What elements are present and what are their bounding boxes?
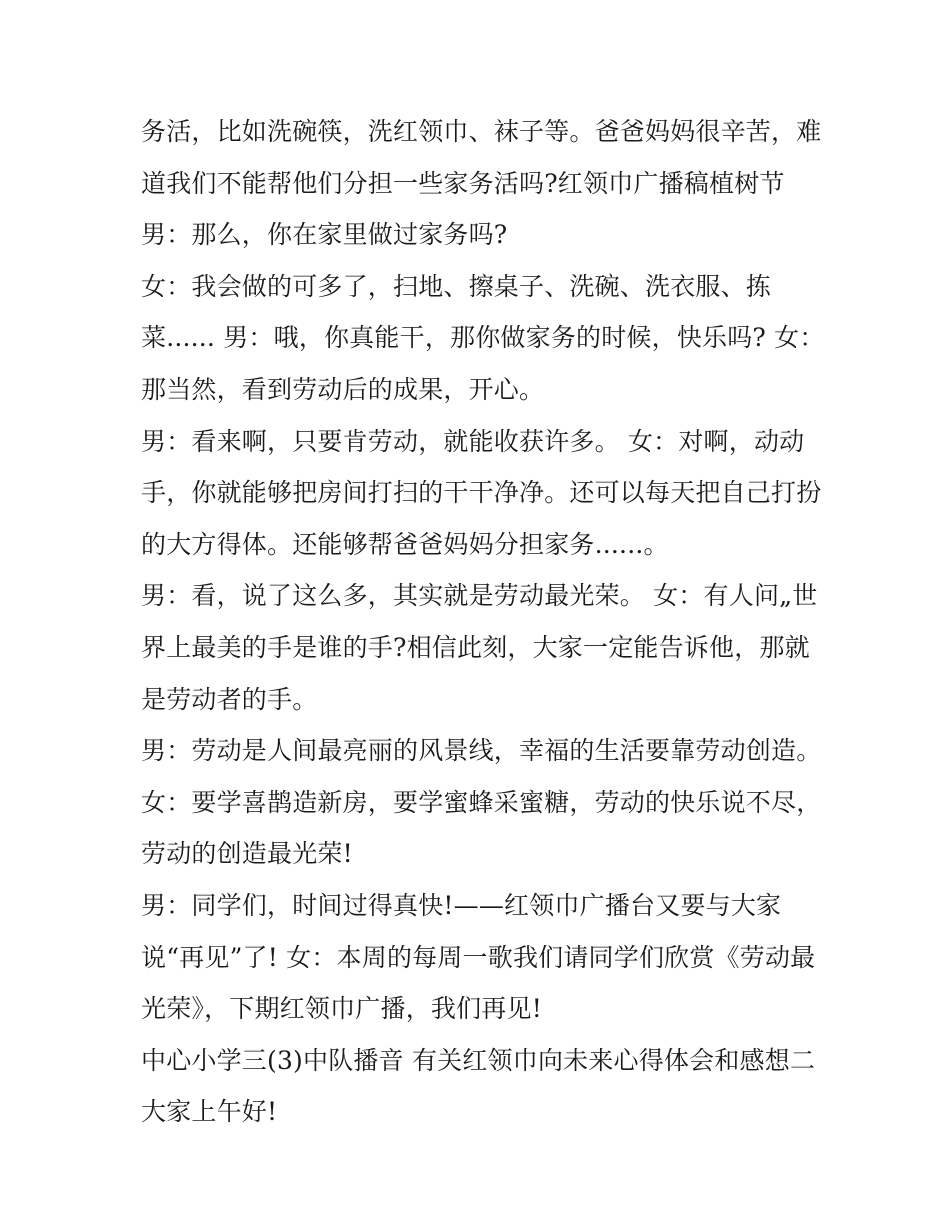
- text-line: 界上最美的手是谁的手?相信此刻，大家一定能告诉他，那就: [141, 632, 810, 662]
- document-body: [141, 106, 825, 1138]
- text-line: 男：同学们，时间过得真快!——红领巾广播台又要与大家: [141, 890, 782, 920]
- text-line: 男：劳动是人间最亮丽的风景线，幸福的生活要靠劳动创造。: [141, 736, 822, 766]
- text-line: 男：看，说了这么多，其实就是劳动最光荣。 女：有人问„世: [141, 581, 818, 611]
- text-line: 男：那么，你在家里做过家务吗?: [141, 220, 508, 250]
- text-line: 劳动的创造最光荣!: [141, 839, 353, 869]
- text-line: 是劳动者的手。: [141, 684, 318, 714]
- text-line: 那当然，看到劳动后的成果，开心。: [141, 374, 545, 404]
- text-line: 手，你就能够把房间打扫的干干净净。还可以每天把自己打扮: [141, 478, 822, 508]
- text-line: 男：看来啊，只要肯劳动，就能收获许多。 女：对啊，动动: [141, 426, 805, 456]
- text-line: 女：我会做的可多了，扫地、擦桌子、洗碗、洗衣服、拣: [141, 271, 772, 301]
- text-line: 大家上午好!: [141, 1097, 278, 1127]
- text-line: 务活，比如洗碗筷，洗红领巾、袜子等。爸爸妈妈很辛苦，难: [141, 117, 822, 146]
- text-line: 说“再见”了! 女：本周的每周一歌我们请同学们欣赏《劳动最: [141, 942, 816, 972]
- text-line: 菜...... 男：哦，你真能干，那你做家务的时候，快乐吗? 女：: [141, 323, 825, 353]
- text-line: 女：要学喜鹊造新房，要学蜜蜂采蜜糖，劳动的快乐说不尽，: [141, 787, 822, 817]
- text-line: 光荣》，下期红领巾广播，我们再见!: [141, 994, 542, 1024]
- text-line: 中心小学三(3)中队播音 有关红领巾向未来心得体会和感想二: [141, 1045, 816, 1075]
- text-line: 的大方得体。还能够帮爸爸妈妈分担家务......。: [141, 529, 669, 559]
- text-line: 道我们不能帮他们分担一些家务活吗?红领巾广播稿植树节: [141, 168, 785, 198]
